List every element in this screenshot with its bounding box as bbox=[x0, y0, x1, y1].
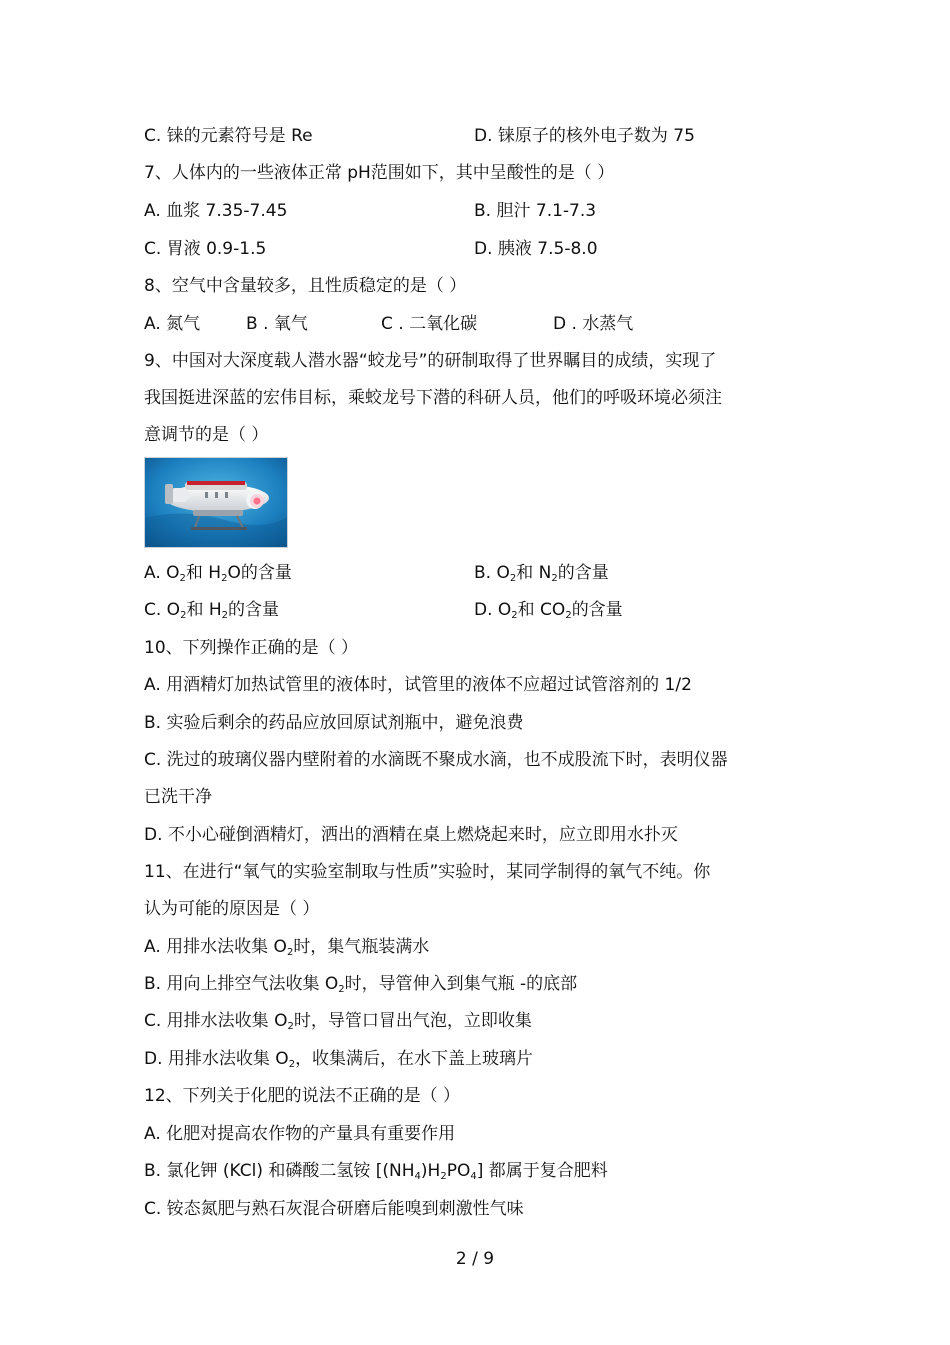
q12-option-a: A. 化肥对提高农作物的产量具有重要作用 bbox=[144, 1124, 456, 1144]
q10-option-d: D. 不小心碰倒酒精灯，洒出的酒精在桌上燃烧起来时，应立即用水扑灭 bbox=[144, 825, 678, 845]
q11-option-a: A. 用排水法收集 $O_2$时，集气瓶装满水 bbox=[144, 937, 430, 958]
q7-option-b: B. 胆汁 7.1-7.3 bbox=[474, 201, 597, 221]
q6-option-c: C. 铼的元素符号是 Re bbox=[144, 126, 313, 146]
q9-option-c: C. $O_2$和 $H_2$的含量 bbox=[144, 600, 279, 621]
page-number: 2 / 9 bbox=[455, 1249, 495, 1269]
q9-stem-line2: 我国挺进深蓝的宏伟目标，乘蛟龙号下潜的科研人员，他们的呼吸环境必须注 bbox=[144, 388, 722, 408]
q8-option-d: D . 水蒸气 bbox=[553, 314, 634, 334]
q10-option-c-line1: C. 洗过的玻璃仪器内壁附着的水滴既不聚成水滴，也不成股流下时，表明仪器 bbox=[144, 750, 728, 770]
q8-option-c: C . 二氧化碳 bbox=[381, 314, 478, 334]
q10-option-b: B. 实验后剩余的药品应放回原试剂瓶中，避免浪费 bbox=[144, 713, 524, 733]
submersible-image bbox=[144, 457, 288, 548]
q9-option-b: B. $O_2$和 $N_2$的含量 bbox=[474, 563, 609, 584]
q12-option-c: C. 铵态氮肥与熟石灰混合研磨后能嗅到刺激性气味 bbox=[144, 1199, 524, 1219]
q11-stem-line1: 11、在进行“氧气的实验室制取与性质”实验时，某同学制得的氧气不纯。你 bbox=[144, 862, 711, 882]
q9-stem-line1: 9、中国对大深度载人潜水器“蛟龙号”的研制取得了世界瞩目的成绩，实现了 bbox=[144, 351, 717, 371]
q11-option-d: D. 用排水法收集 $O_2$，收集满后，在水下盖上玻璃片 bbox=[144, 1049, 534, 1070]
q7-option-c: C. 胃液 0.9-1.5 bbox=[144, 239, 267, 259]
q11-stem-line2: 认为可能的原因是（ ） bbox=[144, 899, 320, 919]
q8-option-a: A. 氮气 bbox=[144, 314, 201, 334]
q8-option-b: B . 氧气 bbox=[246, 314, 308, 334]
submersible-illustration bbox=[145, 458, 288, 548]
q11-option-b: B. 用向上排空气法收集 $O_2$时，导管伸入到集气瓶 -的底部 bbox=[144, 974, 578, 995]
q9-option-a: A. $O_2$和 $H_2O$的含量 bbox=[144, 563, 292, 584]
q9-option-d: D. $O_2$和 $CO_2$的含量 bbox=[474, 600, 623, 621]
q7-stem: 7、人体内的一些液体正常 pH范围如下，其中呈酸性的是（ ） bbox=[144, 163, 615, 183]
q9-stem-line3: 意调节的是（ ） bbox=[144, 425, 269, 445]
q12-stem: 12、下列关于化肥的说法不正确的是（ ） bbox=[144, 1086, 461, 1106]
q10-option-a: A. 用酒精灯加热试管里的液体时，试管里的液体不应超过试管溶剂的 1/2 bbox=[144, 675, 692, 695]
q12-option-b: B. 氯化钾 (KCl) 和磷酸二氢铵 $[(NH_4)H_2PO_4]$ 都属于复合肥料 bbox=[144, 1161, 608, 1182]
q8-stem: 8、空气中含量较多，且性质稳定的是（ ） bbox=[144, 276, 467, 296]
q11-option-c: C. 用排水法收集 $O_2$时，导管口冒出气泡，立即收集 bbox=[144, 1011, 532, 1032]
q6-option-d: D. 铼原子的核外电子数为 75 bbox=[474, 126, 695, 146]
q7-option-d: D. 胰液 7.5-8.0 bbox=[474, 239, 598, 259]
q7-option-a: A. 血浆 7.35-7.45 bbox=[144, 201, 288, 221]
q10-option-c-line2: 已洗干净 bbox=[144, 787, 212, 807]
q10-stem: 10、下列操作正确的是（ ） bbox=[144, 638, 359, 658]
